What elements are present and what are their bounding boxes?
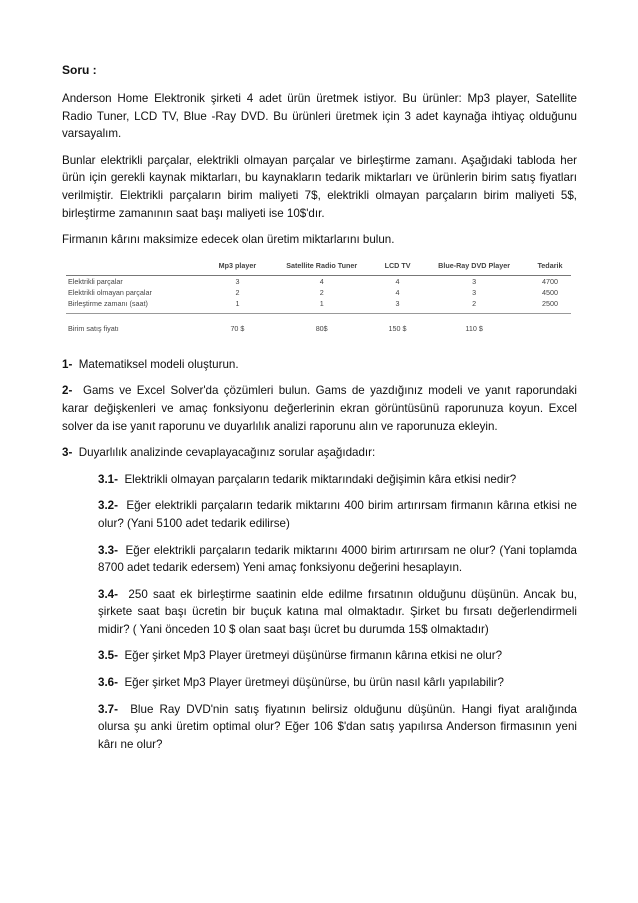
subquestion-number: 3.2- — [98, 499, 118, 513]
subquestion-number: 3.1- — [98, 472, 118, 486]
subquestion-text: 250 saat ek birleştirme saatinin elde edilme fırsatının olduğunu düşünün. Ancak bu, şirkete saat başı ücretin bir buçuk katına mal olmaktadır. Şirket bu fırsatı değerlendirmeli midir? ( Yani önceden 10 $ olan saat başı ücret bu durumda 15$ olmaktadır) — [98, 587, 577, 636]
table-row — [66, 287, 571, 298]
resource-table — [66, 258, 571, 334]
table-cell: Elektrikli parçalar — [68, 276, 123, 286]
subquestion-list — [98, 471, 577, 754]
table-cell: 1 — [235, 298, 240, 308]
table-row — [66, 298, 571, 309]
table-cell — [529, 313, 571, 334]
question-number: 1- — [62, 357, 73, 371]
subquestion-number: 3.3- — [98, 543, 118, 557]
table-header-row — [66, 258, 571, 276]
question-title: Soru : — [62, 63, 97, 77]
question-text: Gams ve Excel Solver'da çözümleri bulun. Gams de yazdığınız modeli ve yanıt raporundaki karar değişkenleri ve amaç fonksiyonu değerlerinin ekran görüntüsünü raporunuza koyun. Excel solver da ise yanıt raporunu ve duyarlılık analizi raporunu alın ve raporunuza ekleyin. — [62, 384, 577, 433]
subquestion-text: Elektrikli olmayan parçaların tedarik miktarındaki değişimin kâra etkisi nedir? — [124, 472, 517, 486]
subquestion-3-3 — [98, 542, 577, 577]
question-text: Duyarlılık analizinde cevaplayacağınız sorular aşağıdadır: — [78, 446, 376, 460]
subquestion-3-7 — [98, 701, 577, 754]
objective-paragraph: Firmanın kârını maksimize edecek olan üretim miktarlarını bulun. — [62, 233, 395, 247]
subquestion-text: Eğer şirket Mp3 Player üretmeyi düşünürse, bu ürün nasıl kârlı yapılabilir? — [124, 676, 504, 690]
table-cell: 4 — [319, 276, 324, 286]
table-cell: 2 — [235, 287, 240, 297]
table-cell: 4 — [395, 287, 400, 297]
table-cell: 3 — [235, 276, 240, 286]
table-header-cell: Blue-Ray DVD Player — [419, 258, 529, 276]
subquestion-text: Eğer elektrikli parçaların tedarik miktarını 4000 birim artırırsam ne olur? (Yani toplamda 8700 adet tedarik edersem) Yeni amaç fonksiyonu değerini hesaplayın. — [98, 543, 577, 575]
table-cell: 80$ — [267, 313, 375, 334]
subquestion-3-2 — [98, 497, 577, 532]
table-header-cell: Satellite Radio Tuner — [267, 258, 375, 276]
question-number: 2- — [62, 384, 73, 398]
spacer — [62, 334, 577, 356]
question-2 — [62, 382, 577, 435]
subquestion-text: Eğer elektrikli parçaların tedarik miktarını 400 birim artırırsam firmanın kârına etkisi ne olur? (Yani 5100 adet tedarik edilirse) — [98, 499, 577, 530]
subquestion-text: Blue Ray DVD'nin satış fiyatının belirsiz olduğunu düşünün. Hangi fiyat aralığında olursa şu anki üretim optimal olur? Eğer 106 $'dan satış yapılırsa Anderson firmasının yeni kârı ne olur? — [98, 702, 577, 751]
question-number: 3- — [62, 446, 73, 460]
subquestion-3-6 — [98, 674, 577, 692]
document-page — [62, 63, 577, 762]
table-row — [66, 275, 571, 287]
table-cell: 110 $ — [419, 313, 529, 334]
subquestion-number: 3.4- — [98, 587, 118, 601]
table-header-cell — [66, 258, 207, 276]
table-cell: 1 — [319, 298, 324, 308]
subquestion-number: 3.5- — [98, 649, 118, 663]
intro-paragraph: Anderson Home Elektronik şirketi 4 adet ürün üretmek istiyor. Bu ürünler: Mp3 player, Satellite Radio Tuner, LCD TV, Blue -Ray DVD. Bu ürünleri üretmek için 3 adet kaynağa ihtiyaç olduğunu varsayalım. — [62, 92, 577, 141]
subquestion-3-5 — [98, 647, 577, 665]
subquestion-number: 3.7- — [98, 702, 118, 716]
table-cell: 150 $ — [376, 313, 419, 334]
table-cell: 3 — [472, 287, 477, 297]
table-cell: 2 — [319, 287, 324, 297]
table-cell: 3 — [472, 276, 477, 286]
subquestion-3-1 — [98, 471, 577, 489]
table-header-cell: Mp3 player — [207, 258, 267, 276]
table-header-cell: LCD TV — [376, 258, 419, 276]
table-header-cell: Tedarik — [529, 258, 571, 276]
resources-paragraph: Bunlar elektrikli parçalar, elektrikli olmayan parçalar ve birleştirme zamanı. Aşağıdaki tabloda her ürün için gerekli kaynak miktarları, bu kaynakların tedarik miktarları ve ürünlerin birim satış fiyatları verilmiştir. Elektrikli parçaların birim maliyeti 7$, elektrikli olmayan parçaların birim maliyeti 5$, birleştirme zamanının saat başı maliyeti ise 10$'dır. — [62, 153, 577, 220]
table-cell: 3 — [395, 298, 400, 308]
table-cell: Birleştirme zamanı (saat) — [68, 298, 148, 308]
table-cell: 70 $ — [207, 313, 267, 334]
question-3 — [62, 444, 577, 462]
question-1 — [62, 356, 577, 374]
subquestion-text: Eğer şirket Mp3 Player üretmeyi düşünürse firmanın kârına etkisi ne olur? — [124, 649, 503, 663]
table-cell: 4500 — [541, 287, 558, 297]
table-cell: 4 — [395, 276, 400, 286]
table-cell: 4700 — [541, 276, 558, 286]
price-row — [66, 313, 571, 334]
table-cell: 2 — [472, 298, 477, 308]
question-text: Matematiksel modeli oluşturun. — [78, 357, 239, 371]
subquestion-number: 3.6- — [98, 676, 118, 690]
subquestion-3-4 — [98, 586, 577, 639]
table-cell: 2500 — [541, 298, 558, 308]
table-cell: Birim satış fiyatı — [66, 313, 207, 334]
table-cell: Elektrikli olmayan parçalar — [68, 287, 152, 297]
